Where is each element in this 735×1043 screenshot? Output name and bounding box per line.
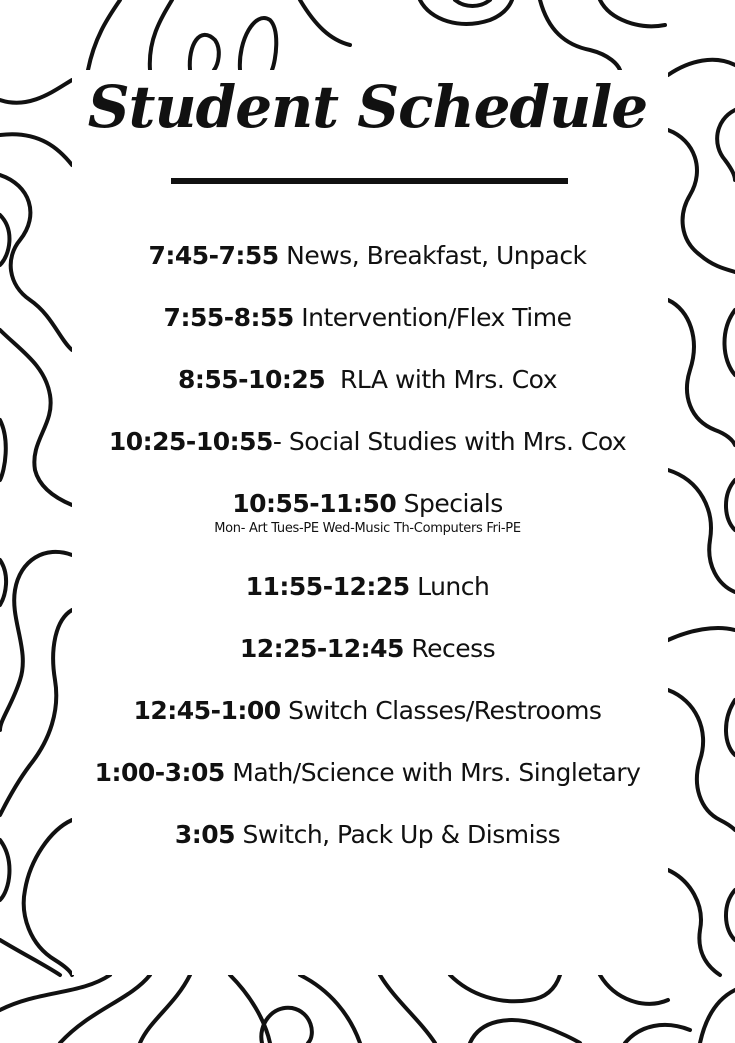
schedule-row [0, 634, 735, 664]
schedule-time: 12:45-1:00 [133, 696, 281, 725]
schedule-activity: Intervention/Flex Time [293, 303, 572, 332]
specials-days: Mon- Art Tues-PE Wed-Music Th-Computers Fri-PE [214, 521, 521, 536]
schedule-time: 10:25-10:55 [108, 427, 273, 456]
schedule-time: 8:55-10:25 [178, 365, 326, 394]
schedule-row [0, 758, 735, 788]
schedule-activity: News, Breakfast, Unpack [278, 241, 587, 270]
schedule-time: 7:55-8:55 [163, 303, 294, 332]
schedule-activity: Lunch [409, 572, 490, 601]
schedule-row [0, 241, 735, 271]
schedule-time: 1:00-3:05 [94, 758, 225, 787]
schedule-time: 12:25-12:45 [239, 634, 404, 663]
schedule-time: 7:45-7:55 [148, 241, 279, 270]
schedule-activity: Math/Science with Mrs. Singletary [224, 758, 641, 787]
schedule-row [0, 303, 735, 333]
schedule-time: 11:55-12:25 [245, 572, 410, 601]
schedule-time: 3:05 [174, 820, 236, 849]
schedule-activity: Recess [403, 634, 496, 663]
schedule-activity: Switch Classes/Restrooms [280, 696, 602, 725]
schedule-activity: Specials [396, 489, 503, 518]
schedule-row [0, 820, 735, 850]
schedule-row [0, 572, 735, 602]
page-title: Student Schedule [87, 73, 648, 141]
title-underline [171, 178, 568, 184]
schedule-activity: Switch, Pack Up & Dismiss [235, 820, 561, 849]
schedule-row [0, 365, 735, 395]
schedule-activity: - Social Studies with Mrs. Cox [272, 427, 627, 456]
schedule-time: 10:55-11:50 [232, 489, 397, 518]
schedule-row [0, 489, 735, 519]
schedule-row [0, 427, 735, 457]
schedule-activity: RLA with Mrs. Cox [325, 365, 557, 394]
schedule-row [0, 696, 735, 726]
